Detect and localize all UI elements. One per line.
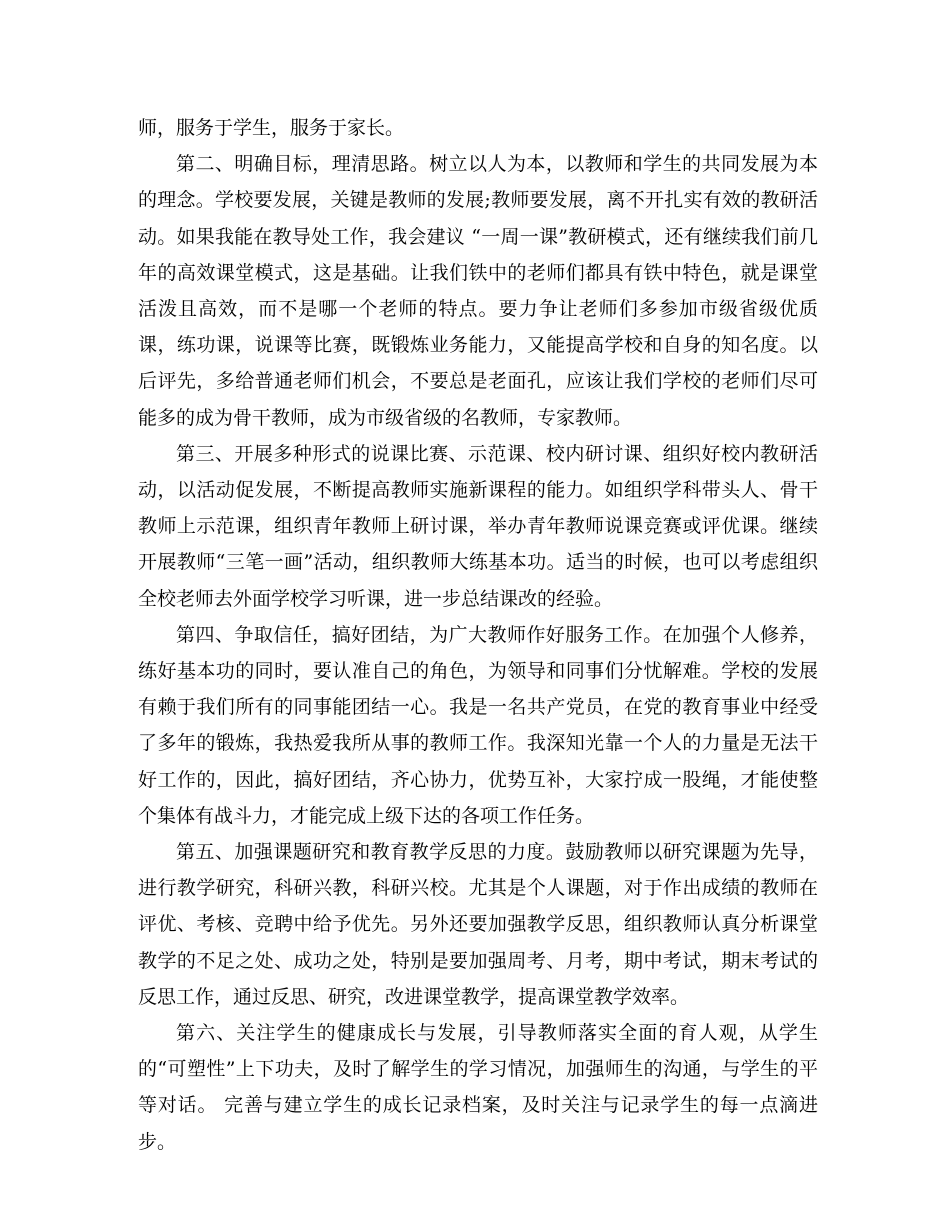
paragraph-sixth: 第六、关注学生的健康成长与发展，引导教师落实全面的育人观，从学生的“可塑性”上下功夫，及时了解学生的学习情况，加强师生的沟通，与学生的平等对话。 完善与建立学生的成长记录档案，及时关注与记录学生的每一点滴进步。 — [138, 1022, 818, 1153]
paragraph-second: 第二、明确目标，理清思路。树立以人为本，以教师和学生的共同发展为本的理念。学校要发展，关键是教师的发展;教师要发展，离不开扎实有效的教研活动。如果我能在教导处工作，我会建议 “一周一课”教研模式，还有继续我们前几年的高效课堂模式，这是基础。让我们铁中的老师们都具有铁中特色，就是课堂活泼且高效，而不是哪一个老师的特点。要力争让老师们多参加市级省级优质课，练功课，说课等比赛，既锻炼业务能力，又能提高学校和自身的知名度。以后评先，多给普通老师们机会，不要总是老面孔，应该让我们学校的老师们尽可能多的成为骨干教师，成为市级省级的名教师，专家教师。 — [138, 153, 818, 429]
document-body — [138, 110, 818, 1160]
paragraph-fourth: 第四、争取信任，搞好团结，为广大教师作好服务工作。在加强个人修养，练好基本功的同时，要认准自己的角色，为领导和同事们分忧解难。学校的发展有赖于我们所有的同事能团结一心。我是一名共产党员，在党的教育事业中经受了多年的锻炼，我热爱我所从事的教师工作。我深知光靠一个人的力量是无法干好工作的，因此，搞好团结，齐心协力，优势互补，大家拧成一股绳，才能使整个集体有战斗力，才能完成上级下达的各项工作任务。 — [138, 623, 818, 827]
paragraph-third: 第三、开展多种形式的说课比赛、示范课、校内研讨课、组织好校内教研活动，以活动促发展，不断提高教师实施新课程的能力。如组织学科带头人、骨干教师上示范课，组织青年教师上研讨课，举办青年教师说课竞赛或评优课。继续开展教师“三笔一画”活动，组织教师大练基本功。适当的时候，也可以考虑组织全校老师去外面学校学习听课，进一步总结课改的经验。 — [138, 442, 818, 610]
paragraph-fifth: 第五、加强课题研究和教育教学反思的力度。鼓励教师以研究课题为先导，进行教学研究，科研兴教，科研兴校。尤其是个人课题，对于作出成绩的教师在评优、考核、竞聘中给予优先。另外还要加强教学反思，组织教师认真分析课堂教学的不足之处、成功之处，特别是要加强周考、月考，期中考试，期末考试的反思工作，通过反思、研究，改进课堂教学，提高课堂教学效率。 — [138, 841, 818, 1008]
paragraph-continuation: 师，服务于学生，服务于家长。 — [138, 117, 405, 139]
